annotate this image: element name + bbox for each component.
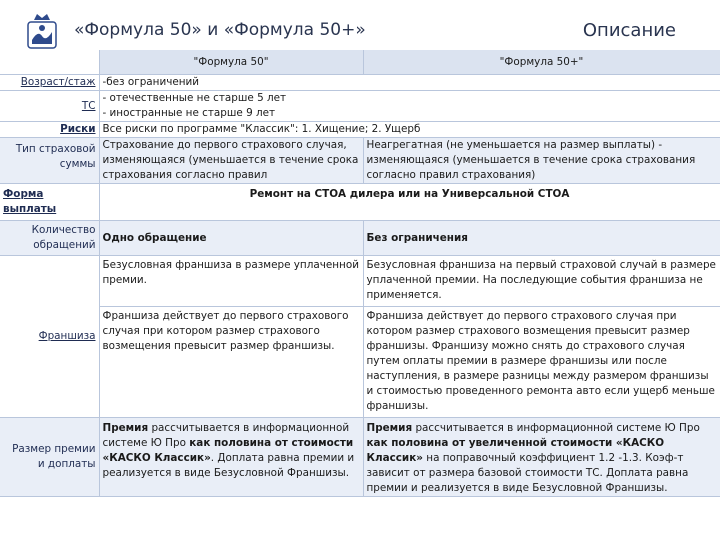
franchise-f50plus-a: Безусловная франшиза на первый страховой случай в размере уплаченной премии. На последующие события франшиза не применяется.	[363, 256, 720, 307]
premium-f50-text1: рассчитывается в информационной системе Ю Про	[102, 422, 350, 449]
row-label-claims-1: Количество	[31, 224, 96, 236]
table-row-franchise-b	[0, 307, 720, 418]
table-header-row	[0, 50, 720, 75]
column-header-f50: "Формула 50"	[99, 50, 363, 75]
sum-type-f50plus: Неагрегатная (не уменьшается на размер выплаты) - изменяющаяся (уменьшается в течение срока страхования согласно правил страхования)	[363, 138, 720, 184]
premium-f50plus	[363, 418, 720, 497]
row-label-premium-1: Размер премии	[12, 443, 96, 455]
ts-domestic: - отечественные не старше 5 лет	[102, 92, 287, 104]
ts-foreign: - иностранные не старше 9 лет	[102, 107, 276, 119]
claims-f50plus: Без ограничения	[363, 221, 720, 256]
franchise-f50-b: Франшиза действует до первого страхового случая при котором размер страхового возмещения превысит размер франшизы.	[99, 307, 363, 418]
premium-f50-text2: . Доплата равна премии и реализуется в виде Безусловной Франшизы.	[102, 452, 355, 479]
row-label-premium-2: и доплаты	[37, 458, 96, 470]
row-label-risks: Риски	[60, 123, 96, 135]
premium-f50plus-bold2: как половина от увеличенной стоимости «КАСКО Классик»	[366, 437, 665, 464]
row-label-age: Возраст/стаж	[20, 76, 96, 88]
column-header-f50plus: "Формула 50+"	[363, 50, 720, 75]
age-value: -без ограничений	[99, 75, 720, 91]
page-title: «Формула 50» и «Формула 50+»	[74, 20, 366, 40]
premium-f50-bold2: как половина от стоимости «КАСКО Классик»	[102, 437, 354, 464]
claims-f50: Одно обращение	[99, 221, 363, 256]
comparison-table	[0, 50, 720, 497]
row-label-sum-type-2: суммы	[59, 158, 96, 170]
premium-f50-bold1: Премия	[102, 422, 149, 434]
sum-type-f50: Страхование до первого страхового случая, изменяющаяся (уменьшается в течение срока страхования согласно правил	[99, 138, 363, 184]
table-row-ts	[0, 91, 720, 122]
section-title: Описание	[582, 20, 676, 41]
table-row-franchise-a	[0, 256, 720, 307]
table-row-risks	[0, 122, 720, 138]
table-row-claims	[0, 221, 720, 256]
payout-value: Ремонт на СТОА дилера или на Универсальной СТОА	[99, 184, 720, 221]
premium-f50	[99, 418, 363, 497]
franchise-f50plus-b: Франшиза действует до первого страхового случая при котором размер страхового возмещения превысит размер франшизы. Франшизу можно снять до страхового случая путем оплаты премии в размере франшизы или после наступления, в размере разницы между размером франшизы и стоимостью проведенного ремонта авто если ущерб меньше франшизы.	[363, 307, 720, 418]
risks-value: Все риски по программе "Классик": 1. Хищение; 2. Ущерб	[99, 122, 720, 138]
row-label-claims-2: обращений	[33, 239, 96, 251]
premium-f50plus-bold1: Премия	[366, 422, 413, 434]
row-label-sum-type-1: Тип страховой	[15, 143, 96, 155]
table-row-premium	[0, 418, 720, 497]
row-label-franchise: Франшиза	[38, 330, 96, 342]
franchise-f50-a: Безусловная франшиза в размере уплаченной премии.	[99, 256, 363, 307]
table-row-payout	[0, 184, 720, 221]
table-row-age	[0, 75, 720, 91]
row-label-payout: Форма выплаты	[3, 188, 57, 215]
table-row-sum-type	[0, 138, 720, 184]
company-logo	[22, 10, 62, 50]
header-empty-cell	[0, 50, 99, 75]
row-label-ts: ТС	[81, 99, 96, 112]
premium-f50plus-text1: рассчитывается в информационной системе Ю Про	[412, 422, 700, 434]
premium-f50plus-text2: на поправочный коэффициент 1.2 -1.3. Коэф-т зависит от размера базовой стоимости ТС. Доплата равна премии и реализуется в виде Безусловной Франшизы.	[366, 452, 689, 494]
